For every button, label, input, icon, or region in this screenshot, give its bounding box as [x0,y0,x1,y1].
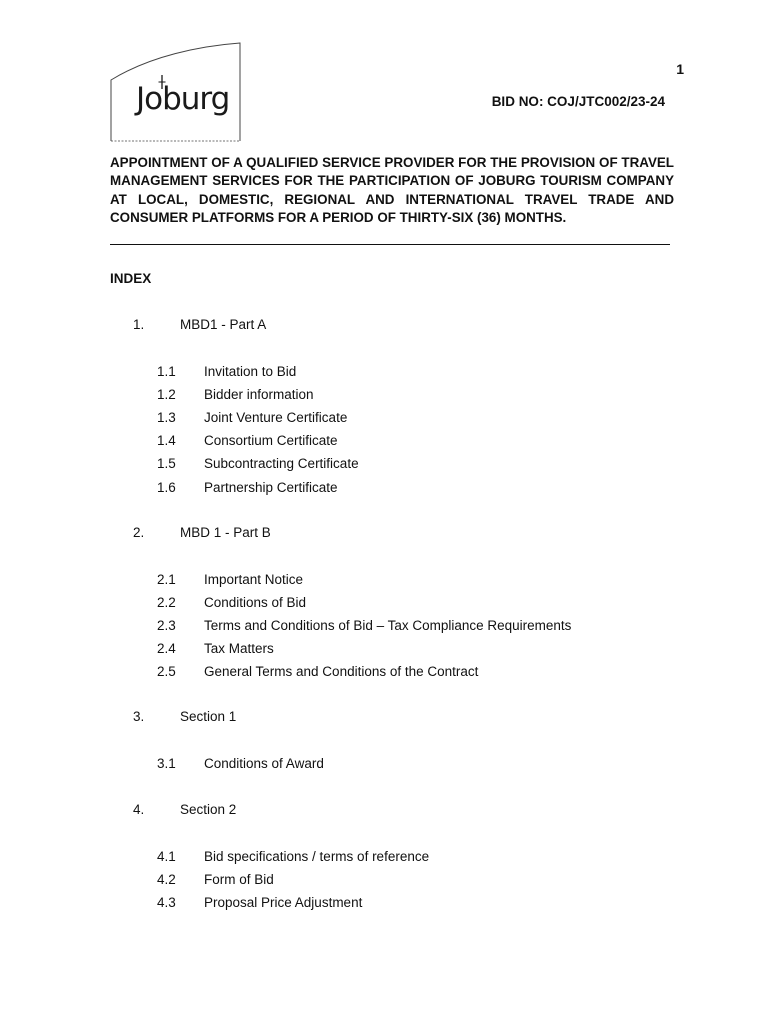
toc-item-number: 1.5 [157,456,176,472]
joburg-logo [110,42,242,142]
toc-section-label: MBD1 - Part A [180,317,267,332]
toc-item-number: 2.2 [157,595,176,611]
index-heading: INDEX [110,271,152,286]
toc-item-label: Tax Matters [204,641,274,657]
toc-section-number: 4. [133,802,145,817]
toc-section [0,525,770,543]
title-divider [110,244,670,245]
toc-section-number: 3. [133,709,145,724]
toc-item [0,456,770,474]
toc-item-number: 1.6 [157,479,176,495]
toc-section [0,709,770,727]
toc-item-label: Bidder information [204,387,314,403]
toc-item-label: Proposal Price Adjustment [204,895,363,911]
toc-section-label: MBD 1 - Part B [180,525,271,540]
toc-item-number: 2.1 [157,572,176,587]
toc-item-label: Subcontracting Certificate [204,456,359,472]
toc-item-number: 1.2 [157,387,176,403]
toc-item [0,664,770,682]
document-title: APPOINTMENT OF A QUALIFIED SERVICE PROVIDER FOR THE PROVISION OF TRAVEL MANAGEMENT SERVICES FOR THE PARTICIPATION OF JOBURG TOURISM COMPANY AT LOCAL, DOMESTIC, REGIONAL AND INTERNATIONAL TRAVEL TRADE AND CONSUMER PLATFORMS FOR A PERIOD OF THIRTY-SIX (36) MONTHS. [110,155,674,225]
toc-item [0,641,770,659]
toc-item-number: 1.1 [157,364,176,379]
toc-item-label: Conditions of Bid [204,595,307,611]
toc-item-number: 2.4 [157,641,176,657]
toc-item-label: Joint Venture Certificate [204,410,348,426]
toc-item-number: 2.5 [157,664,176,680]
toc-item-number: 1.3 [157,410,176,426]
toc-item-label: Important Notice [204,572,304,587]
page-number: 1 [676,61,684,77]
toc-item-label: General Terms and Conditions of the Contract [204,664,479,680]
bid-number: BID NO: COJ/JTC002/23-24 [491,94,665,109]
toc-section-number: 1. [133,317,145,332]
toc-item [0,410,770,428]
toc-item [0,433,770,451]
toc-section-number: 2. [133,525,145,540]
toc-item [0,756,770,774]
toc-item-label: Form of Bid [204,872,274,888]
toc-item-number: 4.3 [157,895,176,911]
toc-item [0,849,770,867]
toc-item-label: Partnership Certificate [204,479,338,495]
toc-item-label: Terms and Conditions of Bid – Tax Compliance Requirements [204,618,572,634]
toc-item-number: 4.1 [157,849,176,864]
toc-section [0,802,770,820]
toc-item [0,618,770,636]
toc-item-number: 2.3 [157,618,176,634]
toc-item-number: 1.4 [157,433,176,449]
toc-item [0,364,770,382]
toc-item [0,895,770,913]
toc-item [0,572,770,590]
toc-section [0,317,770,335]
toc-item [0,595,770,613]
toc-item-label: Invitation to Bid [204,364,297,379]
toc-item [0,480,770,498]
toc-section-label: Section 2 [180,802,237,817]
toc-item-label: Bid specifications / terms of reference [204,849,430,864]
toc-item-label: Consortium Certificate [204,433,338,449]
toc-item-number: 3.1 [157,756,176,771]
toc-item-label: Conditions of Award [204,756,324,771]
toc-item [0,872,770,890]
toc-section-label: Section 1 [180,709,237,724]
toc-item-number: 4.2 [157,872,176,888]
logo-wordmark: Joburg [136,81,230,117]
toc-item [0,387,770,405]
